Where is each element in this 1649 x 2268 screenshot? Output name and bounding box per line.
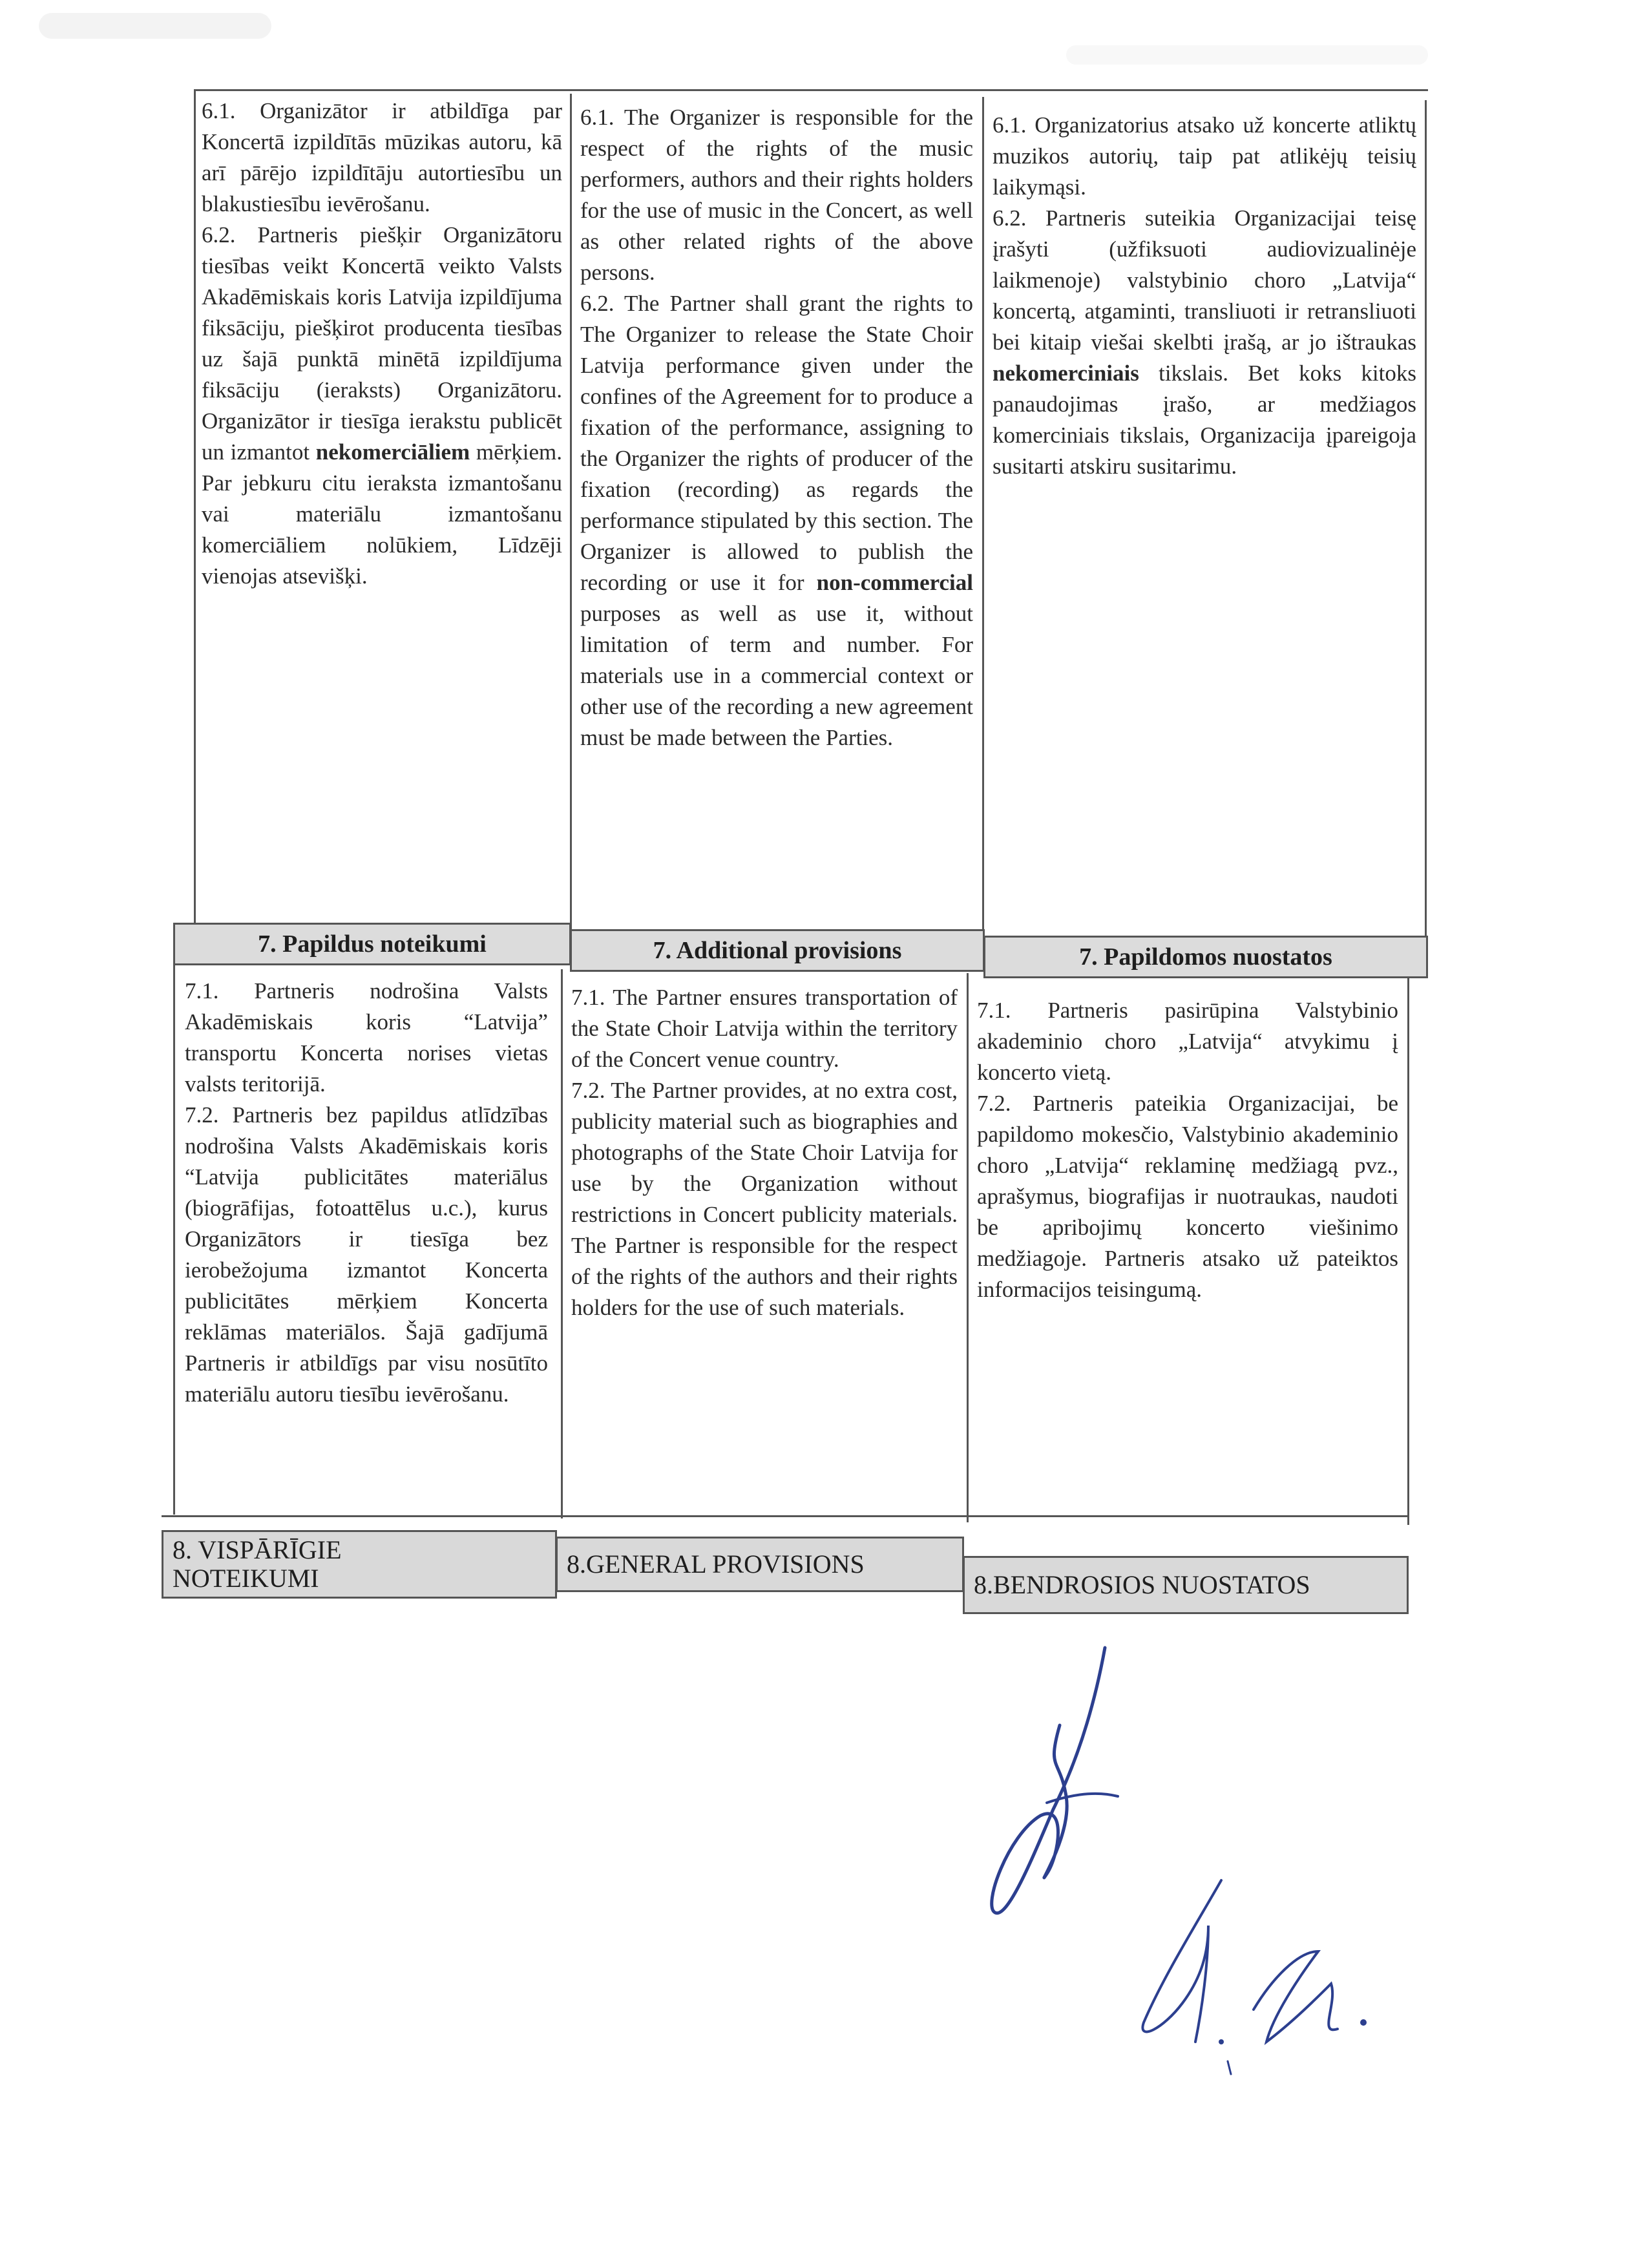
signature-1 <box>969 1641 1137 1938</box>
section-6-lt-cell <box>993 110 1416 924</box>
clause-6-2-lt <box>993 203 1416 482</box>
clause-6-1-lt: 6.1. Organizatorius atsako už koncerte atliktų muzikos autorių, taip pat atlikėjų teisių laikymąsi. <box>993 112 1416 200</box>
section-8-lv-header: 8. VISPĀRĪGIE NOTEIKUMI <box>162 1530 557 1599</box>
table-border <box>561 969 563 1518</box>
section-6-en-cell <box>580 102 973 929</box>
table-border <box>1425 100 1427 940</box>
clause-text: 6.2. The Partner shall grant the rights to The Organizer to release the State Choir Latvija performance given under the confines of the Agreement for to produce a fixation of the performance, assigning to the Organizer the rights of producer of the fixation (recording) as regards the performance stipulated by this section. The Organizer is allowed to publish the recording or use it for <box>580 291 973 595</box>
section-8-lt-header: 8.BENDROSIOS NUOSTATOS <box>963 1556 1409 1614</box>
section-7-en-header: 7. Additional provisions <box>570 929 985 972</box>
clause-7-2-lt: 7.2. Partneris pateikia Organizacijai, be papildomo mokesčio, Valstybinio akademinio choro „Latvija“ reklaminę medžiagą pvz., aprašymus, biografijas ir nuotraukas, naudoti be apribojimų koncerto viešinimo medžiagoje. Partneris atsako už pateiktos informacijos teisingumą. <box>977 1091 1398 1302</box>
clause-7-1-lv: 7.1. Partneris nodrošina Valsts Akadēmiskais koris “Latvija” transportu Koncerta norises vietas valsts teritorijā. <box>185 978 548 1097</box>
clause-text: 6.2. Partneris suteikia Organizacijai teisę įrašyti (užfiksuoti audiovizualinėje laikmenoje) valstybinio choro „Latvija“ koncertą, atgaminti, transliuoti ir retransliuoti bei kitaip viešai skelbti įrašą, ar jo ištraukas <box>993 205 1416 355</box>
clause-7-2-lv: 7.2. Partneris bez papildus atlīdzības nodrošina Valsts Akadēmiskais koris “Latvija publicitātes materiālus (biogrāfijas, fotoattēlus u.c.), kurus Organizātors ir tiesīga bez ierobežojuma izmantot Koncerta publicitātes mērķiem Koncerta reklāmas materiālos. Šajā gadījumā Partneris ir atbildīgs par visu nosūtīto materiālu autoru tiesību ievērošanu. <box>185 1102 548 1407</box>
table-border <box>982 97 984 937</box>
scan-artifact <box>39 13 271 39</box>
clause-emphasis: non-commercial <box>816 570 973 595</box>
section-8-en-header: 8.GENERAL PROVISIONS <box>556 1537 964 1592</box>
clause-6-2-en <box>580 288 973 753</box>
clause-text: tikslais. Bet koks kitoks panaudojimas įrašo, ar medžiagos komerciniais tikslais, Organizacija įpareigoja susitarti atskiru susitarimu. <box>993 361 1416 479</box>
table-border <box>570 94 572 930</box>
clause-text: 6.2. Partneris piešķir Organizātoru tiesības veikt Koncertā veikto Valsts Akadēmiskais koris Latvija izpildījuma fiksāciju, piešķirot producenta tiesības uz šajā punktā minētā izpildījuma fiksāciju (ieraksts) Organizātoru. Organizātor ir tiesīga ierakstu publicēt un izmantot <box>202 222 562 465</box>
section-7-lv-header: 7. Papildus noteikumi <box>173 923 571 965</box>
clause-emphasis: nekomerciniais <box>993 361 1139 386</box>
section-7-lt-cell <box>977 995 1398 1512</box>
clause-7-1-lt: 7.1. Partneris pasirūpina Valstybinio akademinio choro „Latvija“ atvykimu į koncerto vietą. <box>977 998 1398 1085</box>
clause-6-1-lv: 6.1. Organizātor ir atbildīga par Koncertā izpildītās mūzikas autoru, kā arī pārējo izpildītāju autortiesību un blakustiesību ievērošanu. <box>202 98 562 216</box>
section-7-lt-header: 7. Papildomos nuostatos <box>983 936 1428 978</box>
clause-text: purposes as well as use it, without limitation of term and number. For materials use in a commercial context or other use of the recording a new agreement must be made between the Parties. <box>580 601 973 750</box>
clause-text: mērķiem. Par jebkuru citu ieraksta izmantošanu vai materiālu izmantošanu komerciāliem nolūkiem, Līdzēji vienojas atsevišķi. <box>202 439 562 589</box>
section-6-lv-cell <box>202 96 562 923</box>
table-border <box>162 1515 1409 1517</box>
table-border <box>967 973 969 1522</box>
table-border <box>173 965 175 1515</box>
clause-6-1-en: 6.1. The Organizer is responsible for the respect of the rights of the music performers, authors and their rights holders for the use of music in the Concert, as well as other related rights of the above persons. <box>580 105 973 285</box>
table-border <box>194 89 196 926</box>
clause-7-2-en: 7.2. The Partner provides, at no extra cost, publicity material such as biographies and photographs of the State Choir Latvija for use by the Organization without restrictions in Concert publicity materials. The Partner is responsible for the respect of the rights of the authors and their rights holders for the use of such materials. <box>571 1078 958 1320</box>
scan-artifact <box>1066 45 1428 65</box>
table-border <box>1407 978 1409 1525</box>
clause-emphasis: nekomerciāliem <box>315 439 470 465</box>
signature-2 <box>1124 1867 1396 2081</box>
table-border <box>194 89 1428 91</box>
clause-7-1-en: 7.1. The Partner ensures transportation of the State Choir Latvija within the territory of the Concert venue country. <box>571 985 958 1072</box>
section-7-en-cell <box>571 982 958 1512</box>
clause-6-2-lv <box>202 220 562 592</box>
section-7-lv-cell <box>185 976 548 1512</box>
